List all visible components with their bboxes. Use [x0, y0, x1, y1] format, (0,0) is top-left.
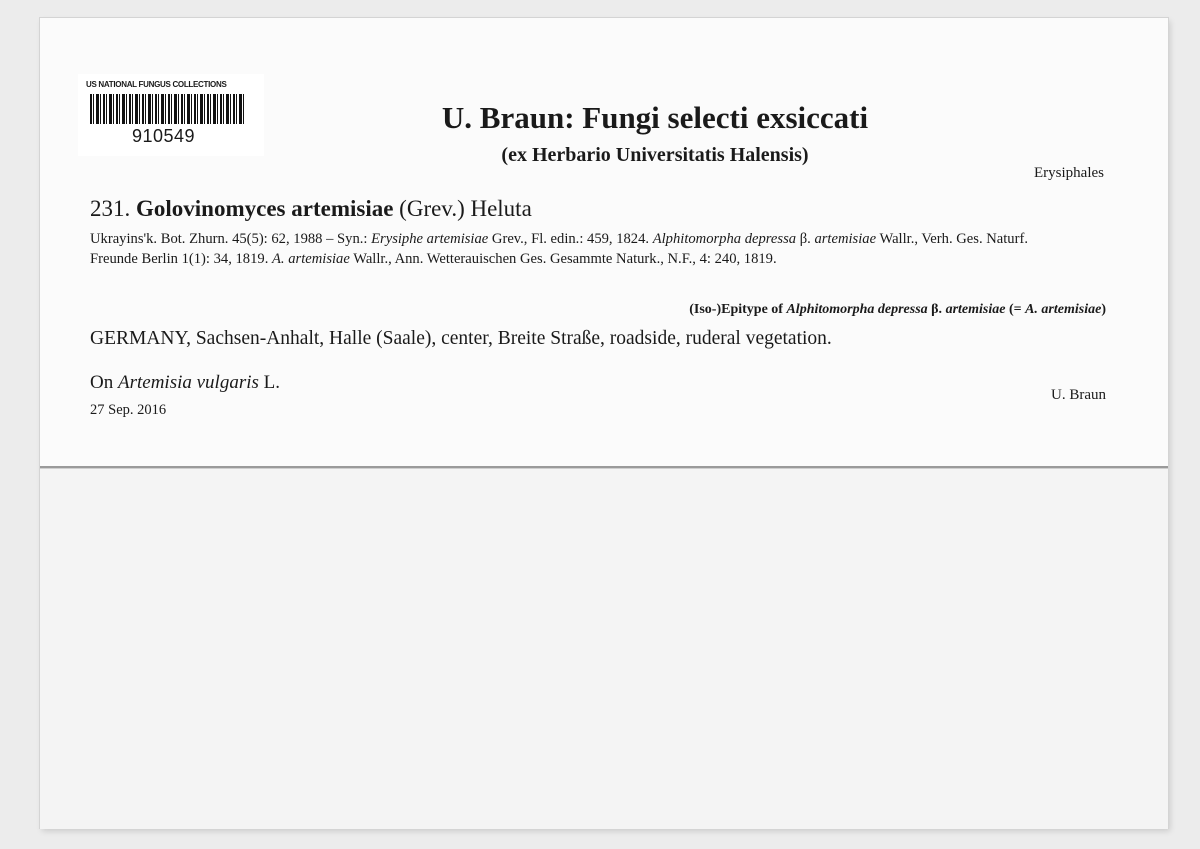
epitype-var: artemisiae: [945, 302, 1006, 317]
species-line: [90, 196, 532, 222]
epitype-alt: A. artemisiae: [1025, 302, 1102, 317]
collection-date: 27 Sep. 2016: [90, 402, 167, 418]
citation-part: Ukrayins'k. Bot. Zhurn. 45(5): 62, 1988 – Syn.:: [90, 231, 372, 247]
epitype-mid: β.: [927, 302, 946, 317]
epitype-close: ): [1101, 302, 1106, 317]
barcode-caption: US NATIONAL FUNGUS COLLECTIONS: [86, 80, 227, 89]
series-subtitle: (ex Herbario Universitatis Halensis): [501, 144, 809, 166]
citation-part: Wallr., Ann. Wetterauischen Ges. Gesammte Naturk., N.F., 4: 240, 1819.: [349, 251, 777, 267]
citation-part: Grev., Fl. edin.: 459, 1824.: [488, 231, 653, 247]
barcode-number: 910549: [132, 126, 196, 146]
citation-part: Wallr., Verh. Ges. Naturf. Freunde Berlin 1(1): 34, 1819.: [90, 231, 1028, 267]
synonym: Alphitomorpha depressa: [652, 231, 797, 247]
epitype-prefix: (Iso-)Epitype of: [689, 302, 787, 317]
order-label: Erysiphales: [1034, 165, 1104, 181]
citation-part: β.: [796, 231, 815, 247]
synonym: A. artemisiae: [272, 251, 350, 267]
series-title: U. Braun: Fungi selecti exsiccati: [441, 100, 869, 135]
synonym: Erysiphe artemisiae: [371, 231, 489, 247]
host-authority: L.: [258, 372, 281, 393]
host-name: Artemisia vulgaris: [117, 372, 259, 393]
host-prefix: On: [90, 372, 118, 393]
locality-text: GERMANY, Sachsen-Anhalt, Halle (Saale), center, Breite Straße, roadside, ruderal vegetation.: [90, 328, 832, 349]
species-name: Golovinomyces artemisiae: [136, 196, 394, 221]
host-line: [90, 372, 280, 394]
exsiccata-number: 231.: [90, 196, 131, 221]
epitype-note: [689, 302, 1106, 318]
epitype-name: Alphitomorpha depressa: [786, 302, 928, 317]
collector-name: U. Braun: [1051, 387, 1106, 403]
citation-text: [90, 229, 1050, 269]
epitype-open: (=: [1005, 302, 1026, 317]
synonym: artemisiae: [814, 231, 877, 247]
species-authority: (Grev.) Heluta: [399, 196, 532, 221]
